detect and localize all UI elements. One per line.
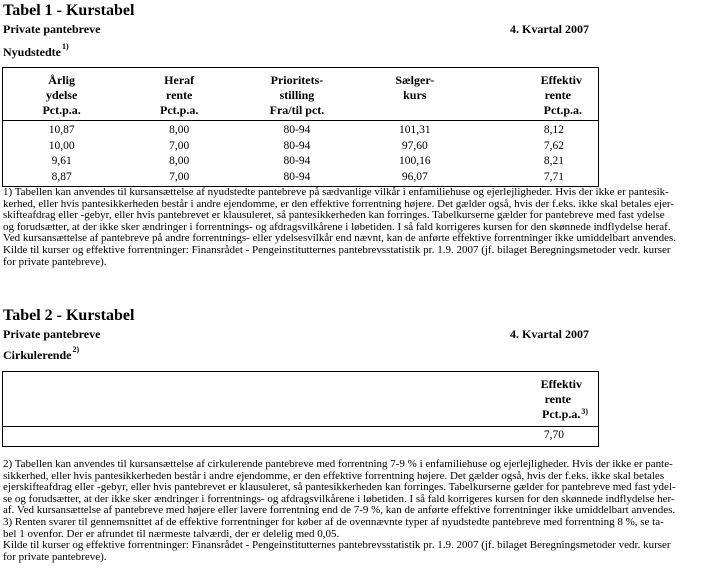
table-cell: 80-94: [283, 139, 311, 152]
header-line: kurs: [403, 88, 427, 102]
header-line: Pct.p.a.: [160, 103, 199, 117]
table2-notes: [3, 459, 703, 563]
header-line: Prioritets-: [270, 73, 324, 87]
table1-section-ref: 1): [62, 42, 69, 51]
table2-subtitle-left: Private pantebreve: [3, 327, 101, 341]
note-line: Kilde til kurser og effektive forrentninger: Finansrådet - Pengeinstitutternes pantebrevsstatistik pr. 1.9. 2007 (jf. bilaget Beregningsmetoder vedr. kurser: [3, 539, 671, 552]
table1-subtitle-left: Private pantebreve: [3, 22, 101, 36]
header-line: rente: [165, 88, 193, 102]
table-cell: 8,00: [169, 124, 190, 136]
header-line: rente: [544, 88, 571, 102]
table-cell: 10,00: [48, 139, 75, 152]
note-line: skifteafdrag eller -gebyr, eller hvis pantebrevet er klausuleret, så pantesikkerheden kan forringes. Tabelkurserne gælder for pantebreve med fast ydelse: [3, 209, 665, 222]
header-line: Pct.p.a.: [543, 103, 582, 117]
note-line: 3) Renten svarer til gennemsnittet af de effektive forrentninger for køber af de ovennævnte typer af nyudstedte pantebreve med forrentning 8 %, se ta-: [3, 515, 664, 528]
table-cell: 80-94: [283, 155, 311, 167]
table-cell: 8,21: [543, 155, 564, 167]
header-line: Effektiv: [540, 377, 582, 391]
table-cell: 7,71: [543, 170, 564, 183]
table1-header-cell: [3, 68, 121, 121]
table-cell: 97,60: [401, 139, 428, 152]
table-cell: 96,07: [401, 170, 428, 183]
table2-title: Tabel 2 - Kurstabel: [3, 307, 135, 324]
table-cell: 7,70: [543, 429, 564, 441]
header-line: Effektiv: [540, 73, 582, 87]
table-cell: 7,00: [169, 139, 190, 152]
note-line: bel 1 ovenfor. Der er afrundet til nærmeste talværdi, der er delelig med 0,05.: [3, 527, 340, 540]
table2-header-cell: [474, 372, 599, 427]
table-cell: 80-94: [283, 170, 311, 183]
table-row: [3, 121, 599, 139]
table2-empty-cell: [3, 427, 474, 447]
table-cell: 101,31: [398, 124, 431, 136]
table1-section-label-text: Nyudstedte: [3, 45, 62, 59]
table1-subtitle-right: 4. Kvartal 2007: [510, 22, 589, 36]
table1-header-cell: [120, 68, 238, 121]
table-cell: 10,87: [48, 124, 75, 136]
table2-header-row: [3, 372, 599, 427]
table-row: [3, 170, 599, 187]
header-line: Pct.p.a.: [42, 103, 81, 117]
table1-title: Tabel 1 - Kurstabel: [3, 2, 135, 19]
table-cell: 7,62: [543, 139, 564, 152]
note-line: og forudsætter, at der ikke sker ændringer i forrentnings- og afdragsvilkårene i løbetiden. I så fald korrigeres kursen for den skønnede indflydelse heraf.: [3, 220, 671, 233]
table1: [2, 67, 599, 187]
note-line: 2) Tabellen kan anvendes til kursansættelse af cirkulerende pantebreve med forrentning 7-9 % i enfamiliehuse og ejerlejligheder. Hvis der ikke er pante-: [3, 458, 673, 470]
table-cell: 100,16: [398, 155, 431, 167]
note-line: for private pantebreve).: [3, 255, 107, 268]
header-line: Sælger-: [395, 73, 435, 87]
table-cell: 80-94: [283, 124, 311, 136]
table2-header-ref: 3): [581, 407, 588, 416]
note-line: ejerskifteafdrag eller -gebyr, eller hvis pantebrevet er klausuleret, så pantesikkerheden kan forringes. Tabelkurserne gælder for pantebreve med fast ydel-: [3, 481, 676, 494]
table2-subtitle-right: 4. Kvartal 2007: [510, 327, 589, 341]
header-line: stilling: [279, 88, 315, 102]
table2-section-label: [3, 345, 80, 363]
table-cell: 8,00: [169, 155, 190, 167]
table-row: [3, 427, 599, 447]
table-row: [3, 154, 599, 170]
table-cell: 9,61: [51, 155, 72, 167]
header-line: [356, 103, 474, 118]
note-line: Ved kursansættelse af pantebreve på andre forrentnings- eller ydelsesvilkår end nævnt, kan de anførte effektive forrentninger ikke umiddelbart anvendes.: [3, 232, 676, 245]
header-line: ydelse: [45, 88, 78, 102]
note-line: Kilde til kurser og effektive forrentninger: Finansrådet - Pengeinstitutternes pantebrevsstatistik pr. 1.9. 2007 (jf. bilaget Beregningsmetoder vedr. kurser: [3, 243, 671, 256]
table-cell: 8,12: [543, 124, 564, 136]
table1-section-label: [3, 42, 69, 60]
note-line: 1) Tabellen kan anvendes til kursansættelse af nyudstedte pantebreve på sædvanlige vilkår i enfamiliehuse og ejerlejligheder. Hvis der ikke er pantesik-: [3, 186, 669, 198]
table1-header-cell: [356, 68, 474, 121]
header-line: [474, 407, 588, 422]
table2-section-label-text: Cirkulerende: [3, 348, 72, 362]
note-line: kerhed, eller hvis pantesikkerheden består i andre ejendomme, er den effektive forrentning højere. Det gælder også, hvis der f.eks. ikke skal betales ejer-: [3, 197, 674, 210]
note-line: af. Ved kursansættelse af pantebreve med højere eller lavere forrentning end de 7-9 %, kan de anførte effektive forrentninger ikke umiddelbart anvendes.: [3, 504, 676, 517]
table1-header-cell: [474, 68, 599, 121]
table2: [2, 371, 599, 447]
header-line: Heraf: [164, 73, 195, 87]
table1-notes: [3, 187, 703, 268]
table2-section-ref: 2): [72, 345, 80, 354]
header-line: Årlig: [48, 73, 75, 87]
table1-header-cell: [238, 68, 356, 121]
note-line: sikkerhed, eller hvis pantesikkerheden består i andre ejendomme, er den effektive forrentning højere. Det gælder også, hvis der f.eks. ikke skal betales: [3, 469, 665, 482]
header-line: rente: [544, 392, 571, 406]
table-row: [3, 139, 599, 155]
note-line: se og forudsætter, at der ikke sker ændringer i forrentnings- og afdragsvilkårene i løbetiden. I så fald korrigeres kursen for den skønnede indflydelse her-: [3, 492, 675, 505]
table-cell: 7,00: [169, 170, 190, 183]
note-line: for private pantebreve).: [3, 550, 107, 563]
table2-empty-cell: [3, 372, 474, 427]
header-line: Fra/til pct.: [269, 103, 325, 117]
header-line-text: Pct.p.a.: [542, 407, 581, 421]
table1-header-row: [3, 68, 599, 121]
table-cell: 8,87: [51, 170, 72, 183]
